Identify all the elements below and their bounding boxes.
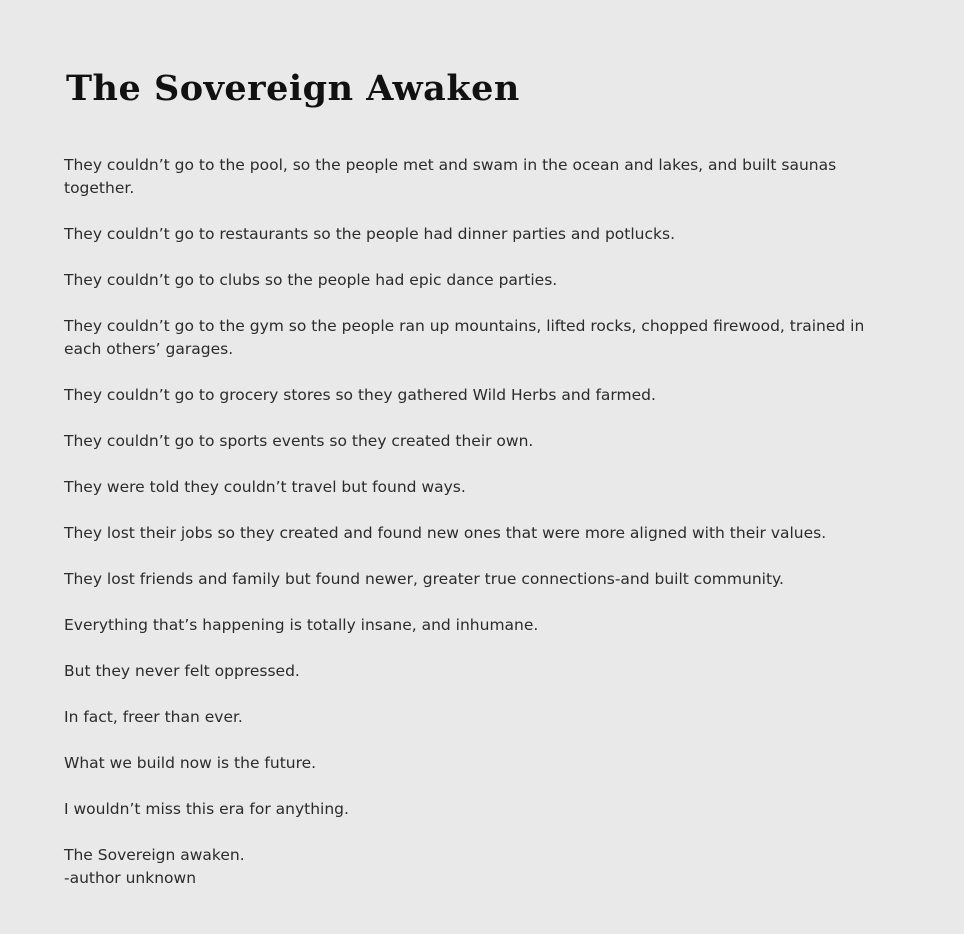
paragraph-oppressed: But they never felt oppressed.	[64, 662, 300, 680]
paragraph-clubs: They couldn’t go to clubs so the people had epic dance parties.	[64, 271, 558, 289]
paragraph-friends: They lost friends and family but found newer, greater true connections-and built community.	[64, 570, 784, 588]
paragraph-travel: They were told they couldn’t travel but found ways.	[64, 478, 466, 496]
paragraph-freer: In fact, freer than ever.	[64, 708, 243, 726]
paragraph-pool: They couldn’t go to the pool, so the people met and swam in the ocean and lakes, and built saunas together.	[64, 156, 837, 197]
paragraph-gym: They couldn’t go to the gym so the people ran up mountains, lifted rocks, chopped firewood, trained in each others’ garages.	[64, 317, 865, 358]
paragraph-restaurants: They couldn’t go to restaurants so the people had dinner parties and potlucks.	[64, 225, 675, 243]
paragraph-era: I wouldn’t miss this era for anything.	[64, 800, 349, 818]
paragraph-insane: Everything that’s happening is totally insane, and inhumane.	[64, 616, 539, 634]
page-title: The Sovereign Awaken	[66, 68, 520, 109]
closing-block	[64, 844, 900, 890]
closing-line: The Sovereign awaken.	[64, 846, 245, 864]
paragraph-sports: They couldn’t go to sports events so they created their own.	[64, 432, 534, 450]
author-attribution: -author unknown	[64, 869, 197, 887]
paragraph-jobs: They lost their jobs so they created and found new ones that were more aligned with their values.	[64, 524, 827, 542]
paragraph-future: What we build now is the future.	[64, 754, 317, 772]
paragraph-grocery: They couldn’t go to grocery stores so they gathered Wild Herbs and farmed.	[64, 386, 656, 404]
